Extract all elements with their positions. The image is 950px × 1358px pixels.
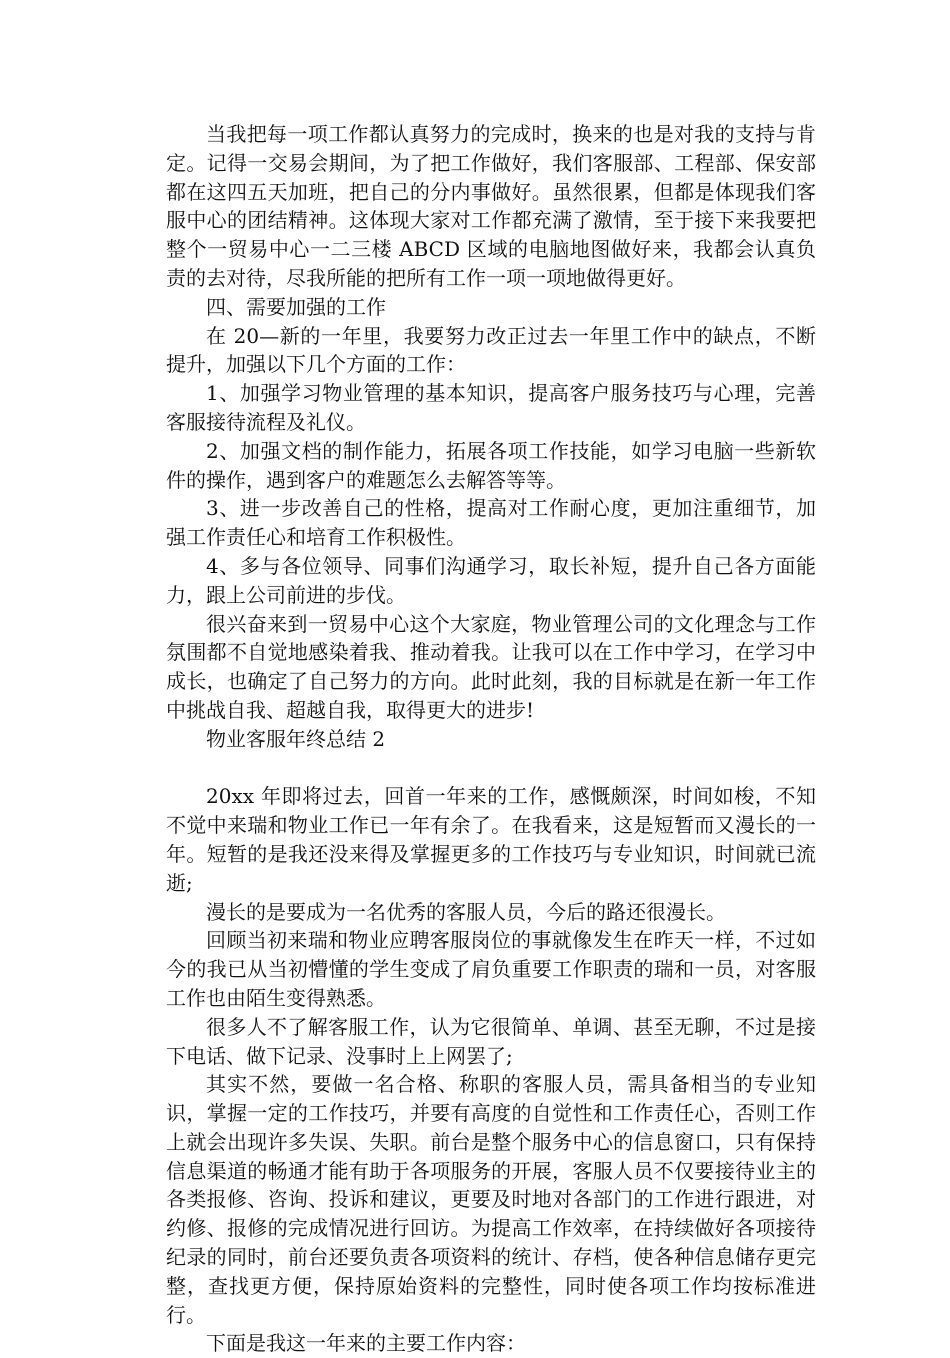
paragraph-new-year-goals: 在 20—新的一年里，我要努力改正过去一年里工作中的缺点，不断提升，加强以下几个方面的工作： xyxy=(166,323,816,377)
document-body xyxy=(166,120,816,1358)
list-item-3: 3、进一步改善自己的性格，提高对工作耐心度，更加注重细节，加强工作责任心和培育工作积极性。 xyxy=(166,496,816,550)
paragraph-support-and-recognition: 当我把每一项工作都认真努力的完成时，换来的也是对我的支持与肯定。记得一交易会期间，为了把工作做好，我们客服部、工程部、保安部都在这四五天加班，把自己的分内事做好。虽然很累，但都是体现我们客服中心的团结精神。这体现大家对工作都充满了激情，至于接下来我要把整个一贸易中心一二三楼 ABCD 区域的电脑地图做好来，我都会认真负责的去对待，尽我所能的把所有工作一项一项地做得更好。 xyxy=(166,122,816,290)
list-item-2: 2、加强文档的制作能力，拓展各项工作技能，如学习电脑一些新软件的操作，遇到客户的难题怎么去解答等等。 xyxy=(166,438,816,492)
paragraph-misunderstanding: 很多人不了解客服工作，认为它很简单、单调、甚至无聊，不过是接下电话、做下记录、没事时上上网罢了; xyxy=(166,1014,816,1068)
paragraph-main-work-intro: 下面是我这一年来的主要工作内容： xyxy=(206,1331,526,1356)
paragraph-looking-back: 回顾当初来瑞和物业应聘客服岗位的事就像发生在昨天一样，不过如今的我已从当初懵懂的学生变成了肩负重要工作职责的瑞和一员，对客服工作也由陌生变得熟悉。 xyxy=(166,928,816,1010)
blank-line xyxy=(166,754,816,783)
paragraph-long-road: 漫长的是要成为一名优秀的客服人员，今后的路还很漫长。 xyxy=(206,899,726,924)
paragraph-requirements: 其实不然，要做一名合格、称职的客服人员，需具备相当的专业知识，掌握一定的工作技巧，并要有高度的自觉性和工作责任心，否则工作上就会出现许多失误、失职。前台是整个服务中心的信息窗口，只有保持信息渠道的畅通才能有助于各项服务的开展，客服人员不仅要接待业主的各类报修、咨询、投诉和建议，更要及时地对各部门的工作进行跟进，对约修、报修的完成情况进行回访。为提高工作效率，在持续做好各项接待纪录的同时，前台还要负责各项资料的统计、存档，使各种信息储存更完整，查找更方便，保持原始资料的完整性，同时使各项工作均按标准进行。 xyxy=(166,1072,816,1327)
section-heading-areas-to-strengthen: 四、需要加强的工作 xyxy=(206,294,386,319)
section-title-summary-2: 物业客服年终总结 2 xyxy=(206,726,386,751)
paragraph-year-passing: 20xx 年即将过去，回首一年来的工作，感慨颇深，时间如梭，不知不觉中来瑞和物业工作已一年有余了。在我看来，这是短暂而又漫长的一年。短暂的是我还没来得及掌握更多的工作技巧与专业知识，时间就已流逝; xyxy=(166,784,816,895)
list-item-4: 4、多与各位领导、同事们沟通学习，取长补短，提升自己各方面能力，跟上公司前进的步伐。 xyxy=(166,553,816,607)
paragraph-excited-to-join: 很兴奋来到一贸易中心这个大家庭，物业管理公司的文化理念与工作氛围都不自觉地感染着我、推动着我。让我可以在工作中学习，在学习中成长，也确定了自己努力的方向。此时此刻，我的目标就是在新一年工作中挑战自我、超越自我，取得更大的进步! xyxy=(166,611,816,722)
list-item-1: 1、加强学习物业管理的基本知识，提高客户服务技巧与心理，完善客服接待流程及礼仪。 xyxy=(166,381,816,434)
